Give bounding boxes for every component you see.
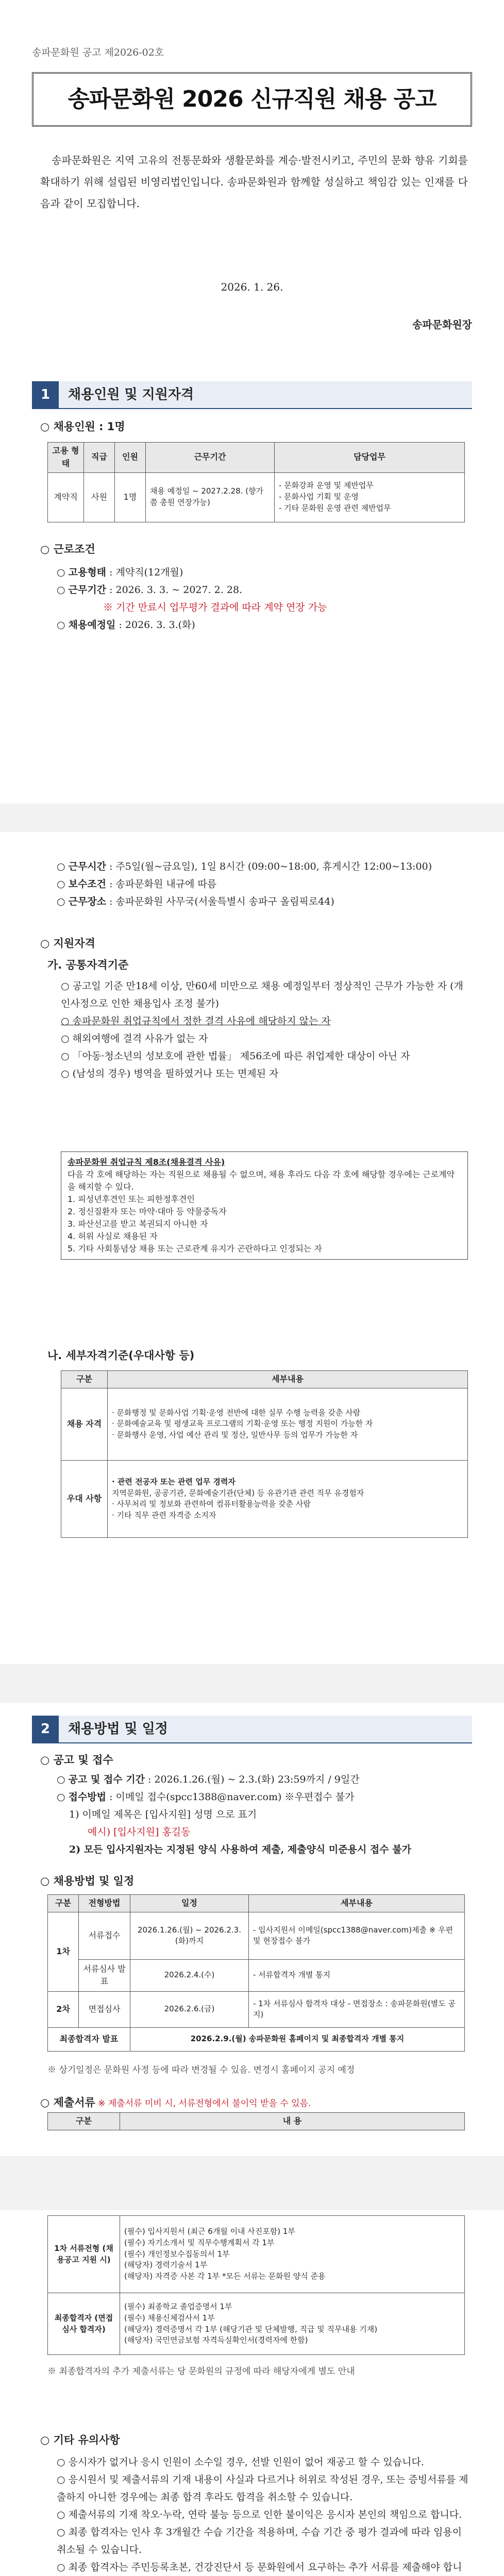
rule-line: 4. 허위 사실로 채용된 자 [68, 1231, 158, 1241]
table-row [61, 1388, 468, 1460]
doc-line: (해당자) 경력기술서 1부 [124, 2260, 208, 2270]
list-item: ○ 공고 및 접수 기간 : 2026.1.26.(월) ~ 2.3.(화) 23:59까지 / 9일간 [57, 1774, 360, 1785]
section-1-header [32, 381, 472, 409]
list-item: ○ 근무기간 : 2026. 3. 3. ~ 2027. 2. 28. [57, 584, 243, 596]
table-row [48, 1991, 465, 2027]
table-cell: 2차 [48, 1991, 79, 2027]
sheet-3 [0, 1703, 504, 2156]
list-item: ※ 기간 만료시 업무평가 결과에 따라 계약 연장 가능 [103, 602, 327, 613]
table-header: 세부내용 [108, 1371, 468, 1388]
doc-line: (필수) 입사지원서 (최근 6개월 이내 사진포함) 1부 [124, 2227, 295, 2236]
table-cell: 2026.1.26.(월) ~ 2026.2.3.(화)까지 [130, 1912, 249, 1959]
list-item: ○ 접수방법 : 이메일 접수(spcc1388@naver.com) ※우편접수 불가 [57, 1791, 355, 1803]
docs-label: ○ 제출서류 [40, 2096, 95, 2109]
preferred-table [61, 1370, 468, 1538]
common-criteria-label: 가. 공통자격기준 [47, 959, 129, 971]
table-cell: 서류접수 [79, 1912, 130, 1959]
table-row [48, 1959, 465, 1991]
etc-label: ○ 기타 유의사항 [40, 2434, 120, 2446]
table-header: 일정 [130, 1895, 249, 1912]
list-item: 예시) [입사지원] 홍길동 [88, 1826, 191, 1838]
table-cell [108, 1460, 468, 1537]
detail-line: 지역문화원, 공공기관, 문화예술기관(단체) 등 유관기관 관련 직무 유경험자 [112, 1488, 364, 1498]
page-gap [0, 1664, 504, 1703]
position-table [47, 442, 465, 522]
table-row [61, 1460, 468, 1537]
table-header: 인원 [115, 443, 146, 473]
rule-line: 2. 정신질환자 또는 마약·대마 등 약물중독자 [68, 1207, 227, 1216]
page-gap [0, 2156, 504, 2210]
sheet-4 [0, 2116, 504, 2576]
headcount-label: ○ 채용인원 : 1명 [40, 420, 125, 433]
list-item: ○ 근무시간 : 주5일(월~금요일), 1일 8시간 (09:00~18:00, 휴게시간 12:00~13:00) [57, 861, 432, 872]
detail-line: · 기타 직무 관련 자격증 소지자 [112, 1511, 216, 1520]
table-header: 구분 [48, 1895, 79, 1912]
table-cell: 2026.2.9.(월) 송파문화원 홈페이지 및 최종합격자 개별 통지 [130, 2027, 465, 2051]
sheet-1 [0, 0, 504, 804]
table-row [48, 1912, 465, 1959]
conditions-list [57, 564, 469, 634]
table-cell: 서류심사 발표 [79, 1959, 130, 1991]
rule-line: 다음 각 호에 해당하는 자는 직원으로 채용될 수 없으며, 채용 후라도 다음 각 호에 해당할 경우에는 근로계약을 해지할 수 있다. [68, 1170, 455, 1192]
list-item: ○ 채용예정일 : 2026. 3. 3.(화) [57, 619, 195, 631]
table-cell [120, 2216, 465, 2293]
table-header-row [61, 1371, 468, 1388]
table-header-row [48, 443, 465, 473]
table-header-row [48, 1895, 465, 1912]
table-cell: 1명 [115, 472, 146, 522]
table-cell: 사원 [84, 472, 115, 522]
list-item: ○ 공고일 기준 만18세 이상, 만60세 미만으로 채용 예정일부터 정상적인 근무가 가능한 자 (개인사정으로 인한 채용입사 조정 불가) [61, 980, 463, 1009]
rule-line: 5. 기타 사회통념상 채용 또는 근로관계 유지가 곤란하다고 인정되는 자 [68, 1244, 322, 1253]
section-number: 2 [32, 1716, 59, 1742]
table-row [48, 472, 465, 522]
list-item: ○ 해외여행에 결격 사유가 없는 자 [61, 1033, 208, 1044]
table-cell: 1차 서류전형 (채용공고 지원 시) [48, 2216, 120, 2293]
notice-number: 송파문화원 공고 제2026-02호 [32, 47, 164, 58]
doc-line: (필수) 개인정보수집동의서 1부 [124, 2249, 230, 2259]
table-header: 고용 형태 [48, 443, 84, 473]
table-header: 근무기간 [146, 443, 275, 473]
detail-line: · 사무처리 및 정보화 관련하여 컴퓨터활용능력을 갖춘 사람 [112, 1499, 311, 1509]
table-cell: 채용 예정일 ~ 2027.2.28. (향가쯤 총원 연장가능) [146, 472, 275, 522]
process-note: ※ 상기일정은 문화원 사정 등에 따라 변경될 수 있음. 변경시 홈페이지 공지 예정 [47, 2065, 355, 2075]
list-item: ○ 고용형태 : 계약직(12개월) [57, 567, 183, 578]
page-title: 송파문화원 2026 신규직원 채용 공고 [32, 72, 472, 127]
table-row [48, 2216, 465, 2293]
list-item: ○ 송파문화원 취업규칙에서 정한 결격 사유에 해당하지 않는 자 [61, 1015, 331, 1027]
list-item: ○ 응시자가 없거나 응시 인원이 소수일 경우, 선발 인원이 없어 재공고 할 수 있습니다. [57, 2456, 424, 2468]
docs-label-wrap [40, 2094, 311, 2111]
table-cell: - 입사지원서 이메일(spcc1388@naver.com)제출 ※ 우편 및 현장접수 불가 [249, 1912, 465, 1959]
list-item: ○ 「아동·청소년의 성보호에 관한 법률」 제56조에 따른 취업제한 대상이 아닌 자 [61, 1050, 410, 1062]
table-cell [120, 2293, 465, 2355]
section-title: 채용인원 및 지원자격 [59, 381, 472, 408]
detail-line: · 관련 전공자 또는 관련 업무 경력자 [112, 1477, 236, 1486]
table-header: 내 용 [120, 2113, 465, 2130]
section-title: 채용방법 및 일정 [59, 1716, 472, 1742]
table-cell: 최종합격자 발표 [48, 2027, 130, 2051]
table-cell: 1차 [48, 1912, 79, 1991]
table-cell: 계약직 [48, 472, 84, 522]
duties-cell [275, 472, 465, 522]
list-item: 2) 모든 입사지원자는 지정된 양식 사용하여 제출, 제출양식 미준용시 접수 불가 [69, 1844, 411, 1855]
page-gap [0, 804, 504, 832]
doc-line: (필수) 최종학교 졸업증명서 1부 [124, 2302, 232, 2311]
table-header-row [48, 2113, 465, 2130]
rule-line: 3. 파산선고를 받고 복권되지 아니한 자 [68, 1219, 208, 1229]
list-item: ○ 응시원서 및 제출서류의 기재 내용이 사실과 다르거나 허위로 작성된 경우, 또는 증빙서류를 제출하지 아니한 경우에는 최종 합격 후라도 합격을 취소할 수 있습니다. [57, 2474, 468, 2503]
etc-list [57, 2453, 469, 2576]
doc-line: (해당자) 자격증 사본 각 1부 *모든 서류는 문화원 양식 준용 [124, 2272, 326, 2281]
table-row [48, 2027, 465, 2051]
doc-line: (필수) 채용신체검사서 1부 [124, 2313, 215, 2323]
detail-line: · 문화행사 운영, 사업 예산 관리 및 정산, 일반사무 등의 업무가 가능한 자 [112, 1430, 358, 1440]
table-cell: 최종합격자 (면접심사 합격자) [48, 2293, 120, 2355]
docs-note: ※ 제출서류 미비 시, 서류전형에서 불이익 받을 수 있음. [95, 2098, 311, 2109]
rule-box [61, 1151, 468, 1260]
duty-item: - 기타 문화원 운영 관련 제반업무 [279, 503, 391, 513]
table-row [48, 2293, 465, 2355]
table-cell [108, 1388, 468, 1460]
docs-table [47, 2112, 465, 2130]
doc-line: (필수) 자기소개서 및 직무수행계획서 각 1부 [124, 2238, 275, 2247]
process-table [47, 1894, 465, 2052]
issuer-name: 송파문화원장 [412, 318, 472, 331]
process-label: ○ 채용방법 및 일정 [40, 1875, 135, 1887]
intro-paragraph: 송파문화원은 지역 고유의 전통문화와 생활문화를 계승·발전시키고, 주민의 문화 향유 기회를 확대하기 위해 설립된 비영리법인입니다. 송파문화원과 함께할 성실하고 책임감 있는 인재를 다음과 같이 모집합니다. [40, 154, 468, 210]
table-header: 세부내용 [249, 1895, 465, 1912]
docs-table-body [47, 2215, 465, 2355]
table-cell: 우대 사항 [61, 1460, 108, 1537]
table-header: 담당업무 [275, 443, 465, 473]
section-2-header [32, 1716, 472, 1743]
list-item: ○ 제출서류의 기재 착오·누락, 연락 불능 등으로 인한 불이익은 응시자 본인의 책임으로 합니다. [57, 2509, 462, 2520]
duty-item: - 문화강좌 운영 및 제반업무 [279, 481, 374, 490]
table-cell: 면접심사 [79, 1991, 130, 2027]
table-cell: 채용 자격 [61, 1388, 108, 1460]
duty-item: - 문화사업 기획 및 운영 [279, 492, 359, 502]
list-item: ○ (남성의 경우) 병역을 필하였거나 또는 면제된 자 [61, 1068, 279, 1079]
table-header: 전형방법 [79, 1895, 130, 1912]
notice-date: 2026. 1. 26. [221, 281, 283, 293]
doc-line: (해당자) 국민연금보험 자격득실확인서(경력자에 한함) [124, 2335, 308, 2345]
list-item: ○ 근무장소 : 송파문화원 사무국(서울특별시 송파구 올림픽로44) [57, 896, 334, 907]
table-cell: 2026.2.6.(금) [130, 1991, 249, 2027]
qualification-label: ○ 지원자격 [40, 937, 95, 950]
preferred-criteria-label: 나. 세부자격기준(우대사항 등) [47, 1349, 195, 1362]
conditions-label: ○ 근로조건 [40, 543, 95, 555]
apply-label: ○ 공고 및 접수 [40, 1754, 113, 1766]
detail-line: · 문화행정 및 문화사업 기획·운영 전반에 대한 실무 수행 능력을 갖춘 사람 [112, 1408, 361, 1417]
section-number: 1 [32, 381, 59, 408]
list-item: ○ 최종 합격자는 인사 후 3개월간 수습 기간을 적용하며, 수습 기간 중 평가 결과에 따라 임용이 취소될 수 있습니다. [57, 2527, 462, 2555]
table-cell: - 서류합격자 개별 통지 [249, 1959, 465, 1991]
docs-footer: ※ 최종합격자의 추가 제출서류는 당 문화원의 규정에 따라 해당자에게 별도 안내 [47, 2366, 355, 2377]
common-criteria-list [61, 977, 468, 1082]
rule-box-title: 송파문화원 취업규칙 제8조(채용결격 사유) [68, 1157, 225, 1167]
table-header: 구분 [48, 2113, 120, 2130]
list-item: ○ 보수조건 : 송파문화원 내규에 따름 [57, 878, 217, 890]
table-header: 직급 [84, 443, 115, 473]
table-cell: - 1차 서류심사 합격자 대상 - 면접장소 : 송파문화원(별도 공지) [249, 1991, 465, 2027]
list-item: ○ 최종 합격자는 주민등록초본, 건강진단서 등 문화원에서 요구하는 추가 서류를 제출해야 합니 [57, 2562, 462, 2573]
detail-line: · 문화예술교육 및 평생교육 프로그램의 기획·운영 또는 행정 지원이 가능한 자 [112, 1419, 373, 1429]
list-item: 1) 이메일 제목은 [입사지원] 성명 으로 표기 [69, 1809, 257, 1820]
rule-line: 1. 피성년후견인 또는 피한정후견인 [68, 1194, 195, 1204]
conditions-list-2 [57, 858, 484, 910]
doc-line: (해당자) 경력증명서 각 1부 (해당기관 및 단체발행, 직급 및 직무내용 기재) [124, 2324, 378, 2334]
sheet-2 [0, 832, 504, 1664]
table-cell: 2026.2.4.(수) [130, 1959, 249, 1991]
apply-list [57, 1771, 479, 1858]
table-header: 구분 [61, 1371, 108, 1388]
